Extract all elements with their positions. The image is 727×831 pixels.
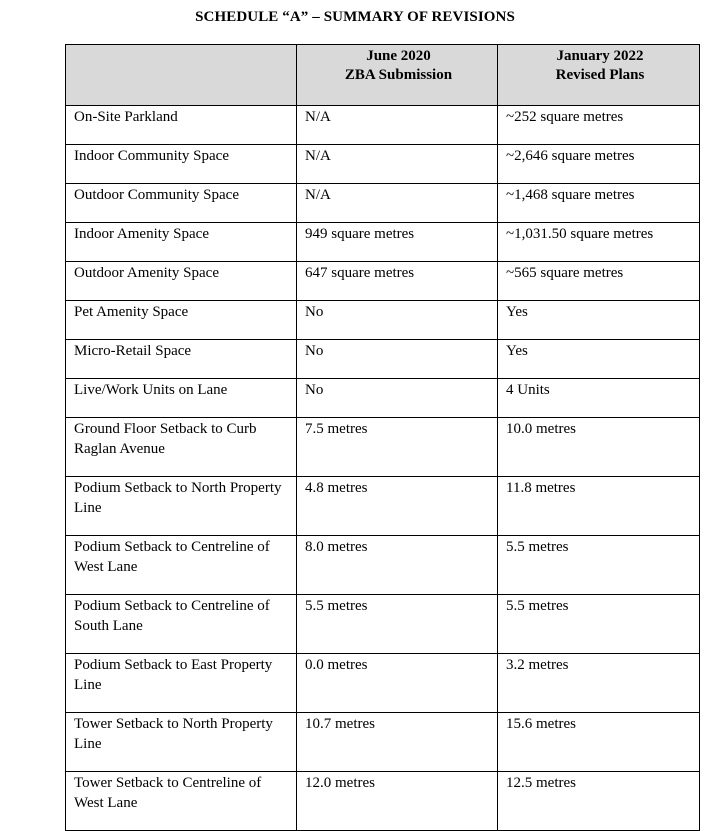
header-january-2022-line1: January 2022 (556, 48, 644, 64)
row-item-cell: Pet Amenity Space (66, 301, 297, 340)
table-row (66, 477, 700, 536)
row-item-cell: Tower Setback to Centreline of West Lane (66, 772, 297, 831)
row-january-2022-cell: 15.6 metres (498, 713, 700, 772)
row-january-2022-cell: ~1,031.50 square metres (498, 223, 700, 262)
table-row (66, 772, 700, 831)
table-row (66, 595, 700, 654)
table-row (66, 713, 700, 772)
row-january-2022-cell: 11.8 metres (498, 477, 700, 536)
row-item-cell: Outdoor Amenity Space (66, 262, 297, 301)
header-january-2022-line2: Revised Plans (555, 67, 645, 83)
row-january-2022-cell: 5.5 metres (498, 536, 700, 595)
table-row (66, 145, 700, 184)
row-item-cell: Micro-Retail Space (66, 340, 297, 379)
header-june-2020 (297, 45, 498, 106)
row-january-2022-cell: ~565 square metres (498, 262, 700, 301)
row-item-cell: Indoor Community Space (66, 145, 297, 184)
table-row (66, 184, 700, 223)
table-row (66, 223, 700, 262)
table-header (66, 45, 700, 106)
row-item-cell: Podium Setback to Centreline of South Lane (66, 595, 297, 654)
row-june-2020-cell: 10.7 metres (297, 713, 498, 772)
header-june-2020-line1: June 2020 (366, 48, 431, 64)
row-january-2022-cell: ~1,468 square metres (498, 184, 700, 223)
table-row (66, 106, 700, 145)
row-item-cell: On-Site Parkland (66, 106, 297, 145)
table-row (66, 262, 700, 301)
row-item-cell: Live/Work Units on Lane (66, 379, 297, 418)
table-row (66, 536, 700, 595)
row-item-cell: Ground Floor Setback to Curb Raglan Avenue (66, 418, 297, 477)
header-january-2022 (498, 45, 700, 106)
row-january-2022-cell: Yes (498, 340, 700, 379)
revisions-summary-table (65, 44, 700, 831)
row-june-2020-cell: 5.5 metres (297, 595, 498, 654)
row-june-2020-cell: 12.0 metres (297, 772, 498, 831)
row-june-2020-cell: 8.0 metres (297, 536, 498, 595)
row-january-2022-cell: ~252 square metres (498, 106, 700, 145)
row-june-2020-cell: 647 square metres (297, 262, 498, 301)
row-january-2022-cell: 3.2 metres (498, 654, 700, 713)
row-january-2022-cell: 10.0 metres (498, 418, 700, 477)
row-item-cell: Tower Setback to North Property Line (66, 713, 297, 772)
row-item-cell: Podium Setback to North Property Line (66, 477, 297, 536)
row-item-cell: Podium Setback to East Property Line (66, 654, 297, 713)
header-item-column (66, 45, 297, 106)
row-june-2020-cell: 7.5 metres (297, 418, 498, 477)
row-june-2020-cell: No (297, 301, 498, 340)
header-june-2020-line2: ZBA Submission (344, 67, 453, 83)
row-june-2020-cell: No (297, 379, 498, 418)
row-january-2022-cell: 5.5 metres (498, 595, 700, 654)
row-january-2022-cell: Yes (498, 301, 700, 340)
row-item-cell: Podium Setback to Centreline of West Lane (66, 536, 297, 595)
row-january-2022-cell: 12.5 metres (498, 772, 700, 831)
table-row (66, 301, 700, 340)
row-january-2022-cell: ~2,646 square metres (498, 145, 700, 184)
row-june-2020-cell: 4.8 metres (297, 477, 498, 536)
row-june-2020-cell: 0.0 metres (297, 654, 498, 713)
row-june-2020-cell: N/A (297, 145, 498, 184)
table-row (66, 379, 700, 418)
table-row (66, 340, 700, 379)
schedule-title: SCHEDULE “A” – SUMMARY OF REVISIONS (195, 9, 515, 25)
table-body (66, 106, 700, 831)
table-row (66, 654, 700, 713)
row-june-2020-cell: N/A (297, 106, 498, 145)
row-june-2020-cell: No (297, 340, 498, 379)
row-june-2020-cell: 949 square metres (297, 223, 498, 262)
table-row (66, 418, 700, 477)
row-june-2020-cell: N/A (297, 184, 498, 223)
row-item-cell: Indoor Amenity Space (66, 223, 297, 262)
row-january-2022-cell: 4 Units (498, 379, 700, 418)
row-item-cell: Outdoor Community Space (66, 184, 297, 223)
